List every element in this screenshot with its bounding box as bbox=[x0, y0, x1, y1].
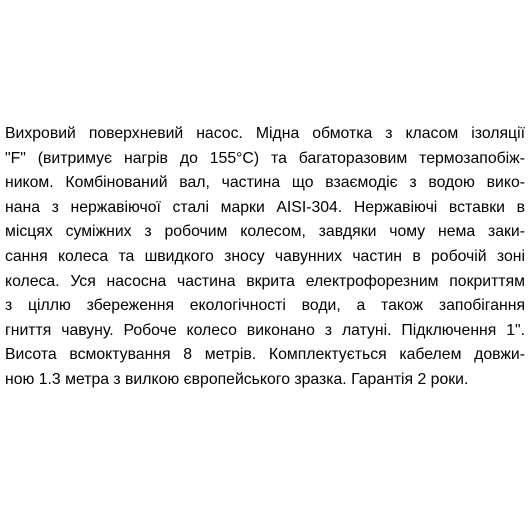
description-line-6: сання колеса та швидкого зносу чавунних частин в робочій зоні bbox=[5, 247, 525, 265]
description-line-8: з ціллю збереження екологічності води, а також запобігання bbox=[5, 297, 525, 315]
description-line-2: "F" (витримує нагрів до 155°C) та багаторазовим термозапобіж- bbox=[5, 149, 525, 167]
description-line-9: гниття чавуну. Робоче колесо виконано з латуні. Підключення 1". bbox=[5, 321, 525, 339]
description-line-7: колеса. Уся насосна частина вкрита електрофорезним покриттям bbox=[5, 272, 525, 290]
description-line-4: нана з нержавіючої сталі марки AISI-304. Нержавіючі вставки в bbox=[5, 198, 525, 216]
product-description bbox=[5, 122, 525, 393]
description-line-11: ною 1.3 метра з вилкою європейського зразка. Гарантія 2 роки. bbox=[5, 370, 469, 388]
description-line-5: місцях суміжних з робочим колесом, завдяки чому нема заки- bbox=[5, 223, 525, 241]
description-line-10: Висота всмоктування 8 метрів. Комплектується кабелем довжи- bbox=[5, 346, 525, 364]
description-line-3: ником. Комбінований вал, частина що взаємодіє з водою вико- bbox=[5, 174, 525, 192]
description-line-1: Вихровий поверхневий насос. Мідна обмотка з класом ізоляції bbox=[5, 125, 525, 142]
